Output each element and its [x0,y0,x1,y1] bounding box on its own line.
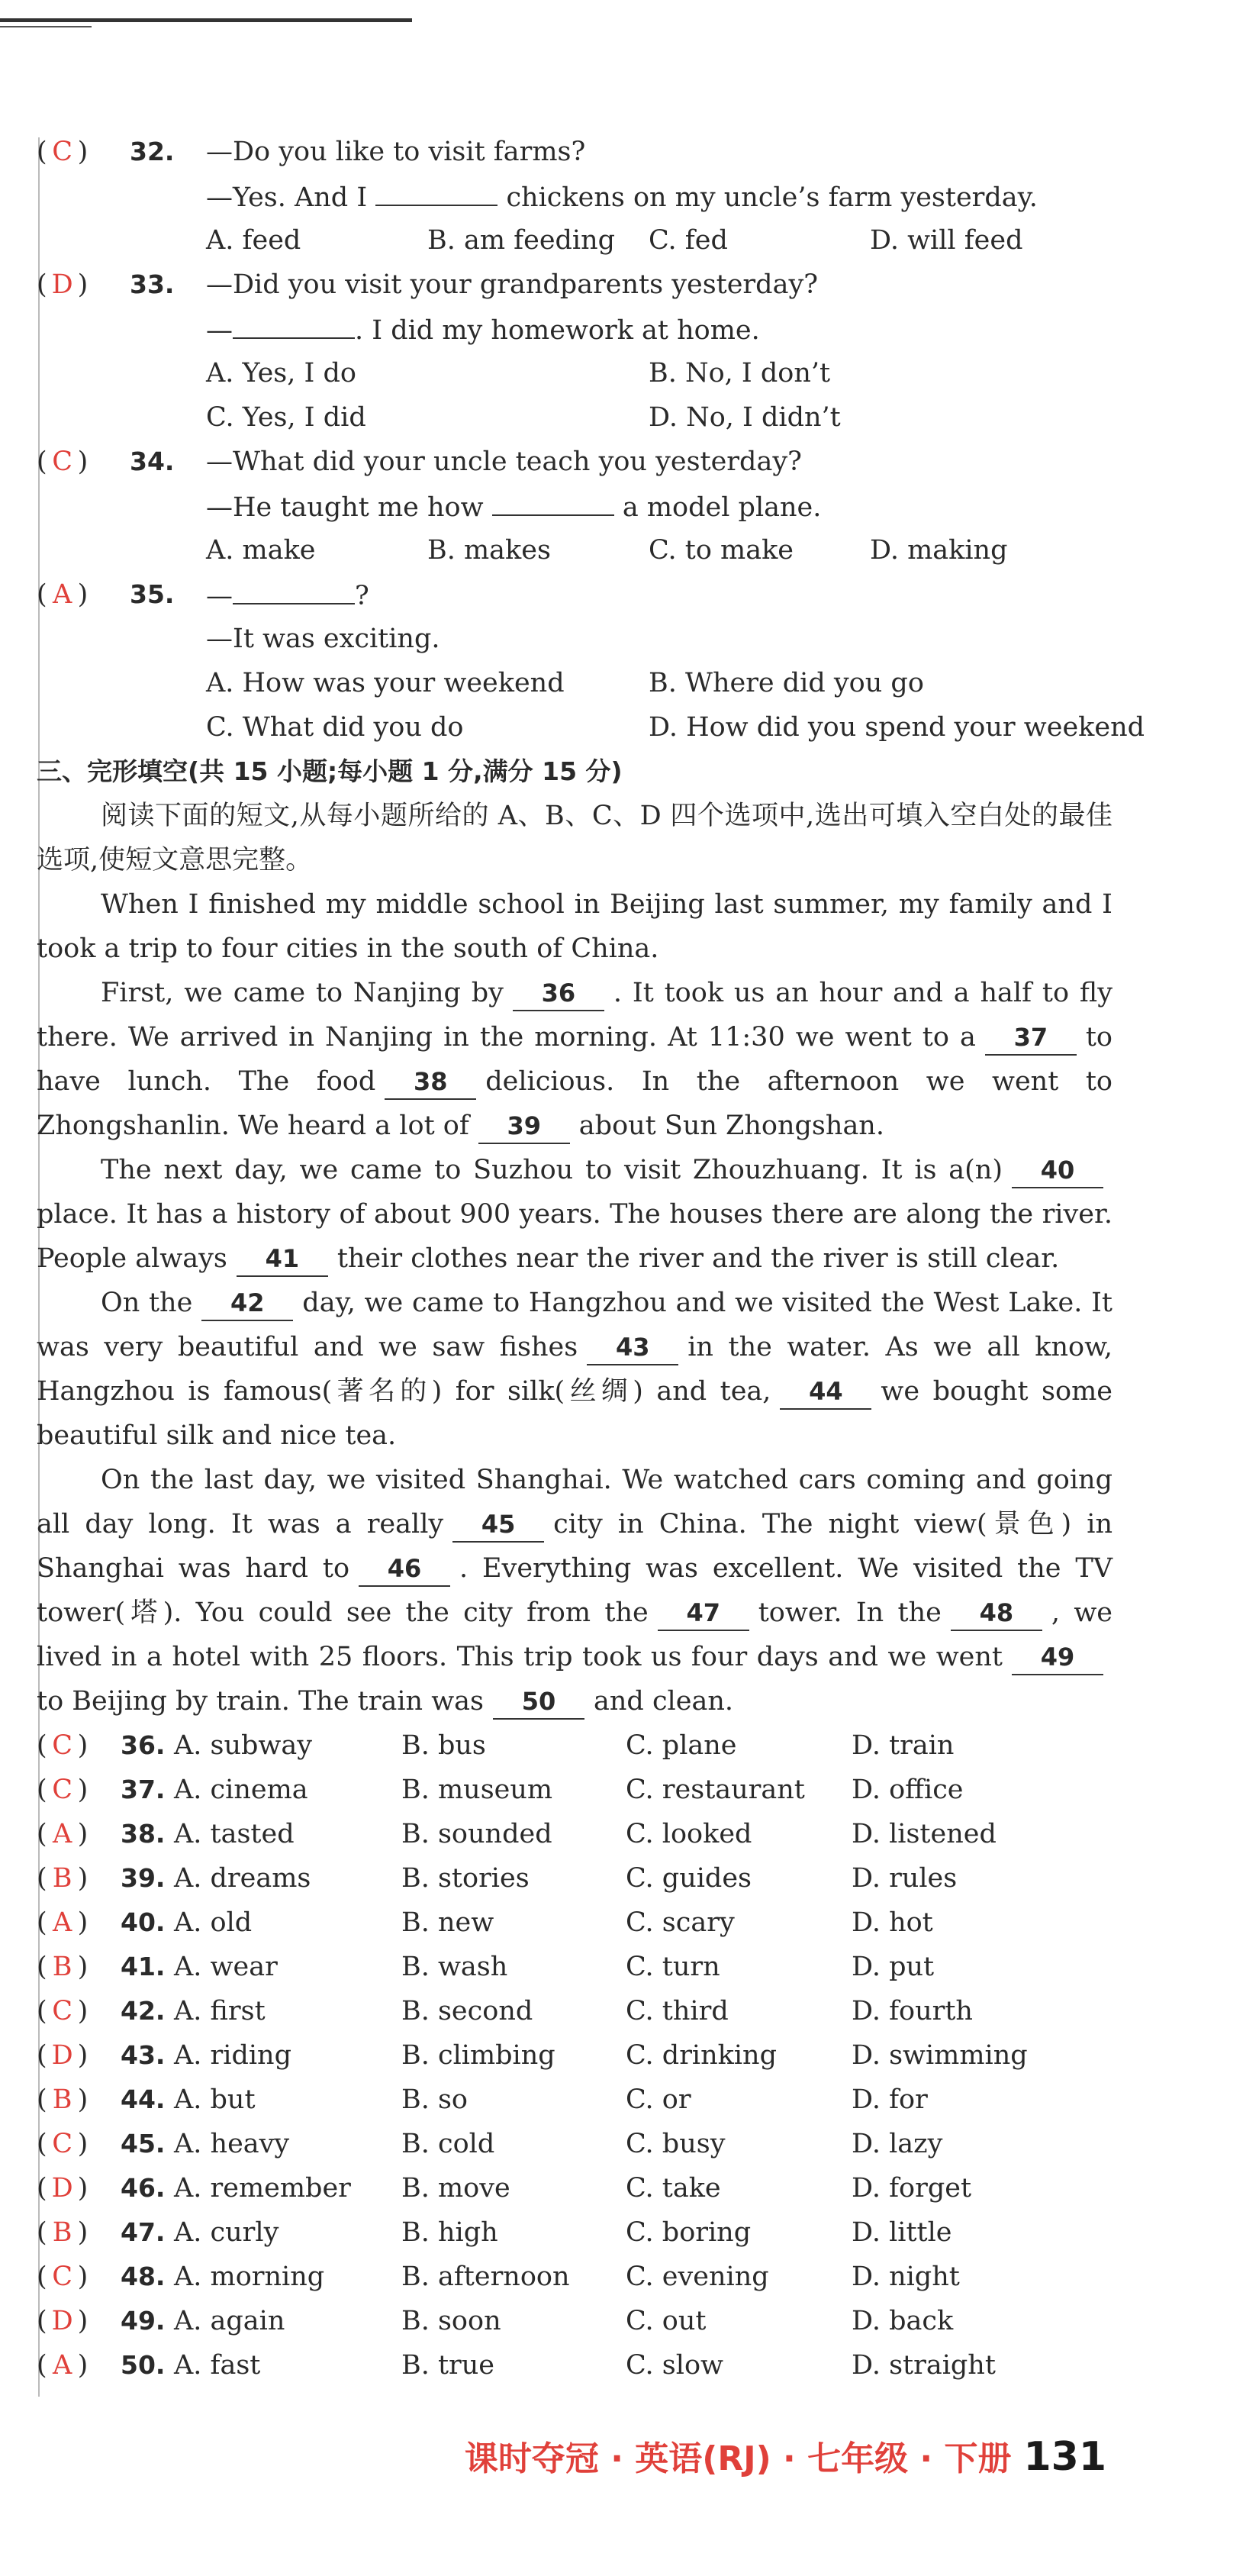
blank-42: 42 [201,1286,293,1321]
option-d: D. for [852,2084,928,2115]
answer-bracket: ( C ) [37,1775,89,1805]
blank-50: 50 [493,1685,584,1720]
answer-bracket: ( B ) [37,1952,89,1982]
option-b: B. makes [427,535,551,566]
option-a: A. How was your weekend [206,668,565,698]
question-33 [37,263,1112,307]
answer-blank [492,484,614,516]
question-35-options-ab [37,661,1112,705]
option-c: C. boring [626,2217,752,2248]
option-a: A. old [174,1907,253,1938]
cloze-item-49: ( D ) 49. A. again B. soon C. out D. back [37,2299,1112,2343]
cloze-options [37,1723,1112,2387]
cloze-item-43: ( D ) 43. A. riding B. climbing C. drinking D. swimming [37,2033,1112,2078]
option-d: D. swimming [852,2040,1028,2071]
blank-47: 47 [658,1596,749,1631]
option-c: C. looked [626,1819,752,1849]
cloze-item-36: ( C ) 36. A. subway B. bus C. plane D. train [37,1723,1112,1768]
option-d: D. No, I didn’t [649,402,841,433]
option-b: B. bus [401,1730,486,1761]
blank-36: 36 [513,976,604,1011]
option-c: C. scary [626,1907,735,1938]
option-b: B. second [401,1996,533,2026]
option-c: C. guides [626,1863,752,1894]
option-a: A. wear [174,1952,278,1982]
option-a: A. make [206,535,316,566]
answer-bracket: ( A ) [37,2350,89,2381]
option-b: B. museum [401,1775,553,1805]
answer-blank [375,174,497,206]
option-a: A. first [174,1996,266,2026]
book-title: 课时夺冠 · 英语(RJ) · 七年级 · 下册 [464,2439,1012,2478]
option-b: B. so [401,2084,469,2115]
question-32-options [37,218,1112,263]
option-a: A. feed [206,225,301,256]
answer-blank [233,572,355,605]
cloze-item-39: ( B ) 39. A. dreams B. stories C. guides D. rules [37,1856,1112,1901]
option-c: C. plane [626,1730,737,1761]
option-d: D. hot [852,1907,933,1938]
question-text: —Do you like to visit farms? [206,137,586,167]
answer-bracket: ( B ) [37,2217,89,2248]
blank-38: 38 [385,1065,476,1100]
question-35-options-cd [37,705,1145,750]
cloze-item-45: ( C ) 45. A. heavy B. cold C. busy D. lazy [37,2122,1112,2166]
option-c: C. What did you do [206,712,464,743]
option-d: D. office [852,1775,964,1805]
option-d: D. put [852,1952,935,1982]
passage-paragraph-1: When I finished my middle school in Beijing last summer, my family and I took a trip to four cities in the south of China. [37,889,1112,964]
option-a: A. dreams [174,1863,311,1894]
option-c: C. busy [626,2129,726,2159]
option-a: A. tasted [174,1819,295,1849]
option-d: D. rules [852,1863,958,1894]
question-number: 32. [130,137,175,166]
answer-bracket: ( A ) [37,579,89,610]
question-34 [37,440,1112,484]
option-c: C. take [626,2173,721,2204]
answer-bracket: ( C ) [37,1996,89,2026]
blank-45: 45 [452,1507,544,1543]
passage-paragraph-5: On the last day, we visited Shanghai. We watched cars coming and going all day long. It was a really 45 city in China. The night view(景色) in Shanghai was hard to 46 . Everything was excellent. We visited the TV tower(塔). You could see the city from the 47 tower. In the 48 , we lived in a hotel with 25 floors. This trip took us four days and we went 49to Beijing by train. The train was 50 and clean. [37,1458,1112,1723]
option-b: B. high [401,2217,498,2248]
option-b: B. sounded [401,1819,552,1849]
option-a: A. morning [174,2262,325,2292]
cloze-item-37: ( C ) 37. A. cinema B. museum C. restaurant D. office [37,1768,1112,1812]
option-c: C. Yes, I did [206,402,366,433]
option-d: D. back [852,2306,954,2336]
question-34-line2: —He taught me how a model plane. [37,484,1112,528]
cloze-item-47: ( B ) 47. A. curly B. high C. boring D. little [37,2210,1112,2255]
answer-bracket: ( B ) [37,2084,89,2115]
option-c: C. or [626,2084,691,2115]
option-b: B. new [401,1907,494,1938]
section-heading: 三、完形填空(共 15 小题;每小题 1 分,满分 15 分) [37,756,623,786]
option-d: D. lazy [852,2129,943,2159]
blank-44: 44 [780,1375,871,1410]
option-c: C. restaurant [626,1775,805,1805]
page-number: 131 [1023,2434,1106,2480]
passage-paragraph-2: First, we came to Nanjing by 36 . It took us an hour and a half to fly there. We arrived in Nanjing in the morning. At 11:30 we went to a 37 to have lunch. The food 38 delicious. In the afternoon we went to Zhongshanlin. We heard a lot of 39 about Sun Zhongshan. [37,971,1112,1148]
section-instruction: 阅读下面的短文,从每小题所给的 A、B、C、D 四个选项中,选出可填入空白处的最佳选项,使短文意思完整。 [37,801,1112,875]
cloze-item-42: ( C ) 42. A. first B. second C. third D. fourth [37,1989,1112,2033]
blank-46: 46 [359,1552,450,1587]
option-b: B. am feeding [427,225,616,256]
option-c: C. fed [649,225,728,256]
option-b: B. climbing [401,2040,555,2071]
question-33-options-ab [37,351,1112,395]
option-a: A. fast [174,2350,261,2381]
option-b: B. wash [401,1952,508,1982]
answer-bracket: ( C ) [37,1730,89,1761]
answer-bracket: ( C ) [37,137,89,167]
question-33-line2: — . I did my homework at home. [37,307,1112,351]
option-a: A. but [174,2084,256,2115]
answer-blank [233,307,355,339]
option-b: B. afternoon [401,2262,570,2292]
blank-41: 41 [237,1242,328,1277]
blank-40: 40 [1012,1153,1103,1188]
cloze-item-46: ( D ) 46. A. remember B. move C. take D. forget [37,2166,1112,2210]
answer-bracket: ( C ) [37,2129,89,2159]
option-b: B. No, I don’t [649,358,831,388]
option-b: B. Where did you go [649,668,924,698]
option-c: C. out [626,2306,707,2336]
option-b: B. stories [401,1863,530,1894]
option-a: A. curly [174,2217,279,2248]
question-number: 34. [130,447,175,476]
cloze-item-44: ( B ) 44. A. but B. so C. or D. for [37,2078,1112,2122]
option-a: A. Yes, I do [206,358,356,388]
option-d: D. night [852,2262,960,2292]
cloze-item-38: ( A ) 38. A. tasted B. sounded C. looked D. listened [37,1812,1112,1856]
option-b: B. true [401,2350,495,2381]
option-c: C. to make [649,535,794,566]
option-d: D. listened [852,1819,997,1849]
cloze-item-40: ( A ) 40. A. old B. new C. scary D. hot [37,1901,1112,1945]
question-number: 35. [130,579,175,609]
answer-bracket: ( D ) [37,2173,89,2204]
option-d: D. fourth [852,1996,973,2026]
option-a: A. heavy [174,2129,290,2159]
option-c: C. turn [626,1952,720,1982]
blank-49: 49 [1012,1640,1103,1675]
option-a: A. cinema [174,1775,308,1805]
option-d: D. will feed [870,225,1023,256]
question-32 [37,130,1112,174]
question-34-options [37,528,1112,572]
option-c: C. slow [626,2350,723,2381]
question-33-options-cd [37,395,1112,440]
blank-37: 37 [985,1020,1077,1056]
worksheet-page [37,130,1145,2387]
blank-48: 48 [951,1596,1042,1631]
option-d: D. little [852,2217,952,2248]
page-footer [465,2431,1106,2480]
question-text: —What did your uncle teach you yesterday? [206,447,802,477]
question-35: ( A ) 35. — ? [37,572,1112,617]
answer-bracket: ( A ) [37,1819,89,1849]
option-d: D. forget [852,2173,972,2204]
cloze-item-50: ( A ) 50. A. fast B. true C. slow D. straight [37,2343,1112,2387]
option-b: B. cold [401,2129,495,2159]
answer-bracket: ( C ) [37,2262,89,2292]
option-a: A. subway [174,1730,313,1761]
answer-bracket: ( D ) [37,2306,89,2336]
answer-bracket: ( D ) [37,2040,89,2071]
option-d: D. making [870,535,1008,566]
option-c: C. drinking [626,2040,778,2071]
option-a: A. riding [174,2040,291,2071]
question-number: 33. [130,269,175,299]
answer-bracket: ( B ) [37,1863,89,1894]
question-35-line2: —It was exciting. [206,624,440,654]
option-d: D. train [852,1730,955,1761]
cloze-item-41: ( B ) 41. A. wear B. wash C. turn D. put [37,1945,1112,1989]
top-rule [0,18,412,22]
answer-bracket: ( A ) [37,1907,89,1938]
option-a: A. again [174,2306,285,2336]
option-a: A. remember [174,2173,351,2204]
answer-bracket: ( D ) [37,269,89,300]
blank-43: 43 [587,1330,678,1365]
cloze-item-48: ( C ) 48. A. morning B. afternoon C. evening D. night [37,2255,1112,2299]
answer-bracket: ( C ) [37,447,89,477]
option-c: C. evening [626,2262,769,2292]
passage-paragraph-4: On the 42 day, we came to Hangzhou and we visited the West Lake. It was very beautiful and we saw fishes 43 in the water. As we all know, Hangzhou is famous(著名的) for silk(丝绸) and tea, 44 we bought some beautiful silk and nice tea. [37,1288,1113,1451]
option-b: B. move [401,2173,510,2204]
top-rule-thin [0,26,92,27]
blank-39: 39 [478,1109,570,1144]
option-d: D. How did you spend your weekend [649,712,1145,743]
question-32-line2: —Yes. And I chickens on my uncle’s farm yesterday. [37,174,1112,218]
option-b: B. soon [401,2306,501,2336]
option-c: C. third [626,1996,729,2026]
passage-paragraph-3: The next day, we came to Suzhou to visit Zhouzhuang. It is a(n) 40place. It has a history of about 900 years. The houses there are along the river. People always 41 their clothes near the river and the river is still clear. [37,1148,1112,1281]
question-text: —Did you visit your grandparents yesterday? [206,269,818,300]
option-d: D. straight [852,2350,996,2381]
